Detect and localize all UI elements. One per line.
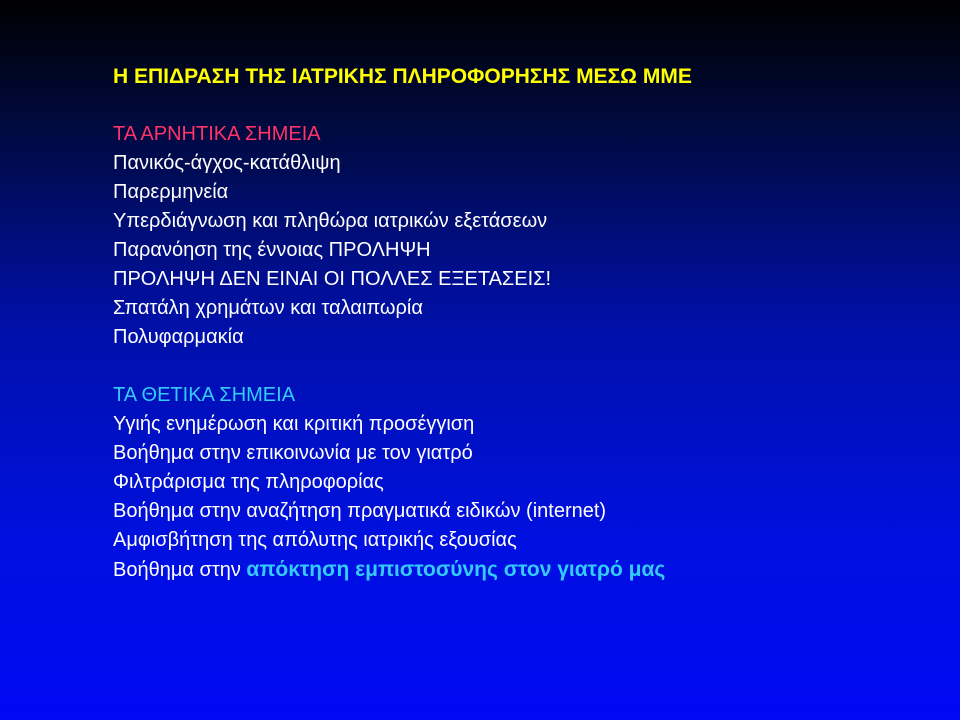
list-item-final: [113, 555, 933, 585]
list-item: Υγιής ενημέρωση και κριτική προσέγγιση: [113, 413, 475, 435]
negative-points-heading: ΤΑ ΑΡΝΗΤΙΚΑ ΣΗΜΕΙΑ: [113, 123, 321, 145]
slide-content: [113, 62, 933, 585]
list-item: Σπατάλη χρημάτων και ταλαιπωρία: [113, 297, 423, 319]
list-item: Πολυφαρμακία: [113, 326, 244, 348]
slide-title: Η ΕΠΙΔΡΑΣΗ ΤΗΣ ΙΑΤΡΙΚΗΣ ΠΛΗΡΟΦΟΡΗΣΗΣ ΜΕΣΩ ΜΜΕ: [113, 65, 692, 88]
list-item: ΠΡΟΛΗΨΗ ΔΕΝ ΕΙΝΑΙ ΟΙ ΠΟΛΛΕΣ ΕΞΕΤΑΣΕΙΣ!: [113, 268, 552, 290]
negative-points-list: [113, 149, 933, 352]
list-item: Πανικός-άγχος-κατάθλιψη: [113, 152, 341, 174]
final-item-prefix: Βοήθημα στην: [113, 559, 247, 581]
section-spacer: [113, 352, 933, 381]
list-item: Βοήθημα στην επικοινωνία με τον γιατρό: [113, 442, 473, 464]
positive-points-list: [113, 410, 933, 585]
final-item-emphasis: απόκτηση εμπιστοσύνης στον γιατρό μας: [246, 558, 666, 581]
list-item: Υπερδιάγνωση και πληθώρα ιατρικών εξετάσεων: [113, 210, 548, 232]
positive-points-heading: ΤΑ ΘΕΤΙΚΑ ΣΗΜΕΙΑ: [113, 384, 296, 406]
list-item: Βοήθημα στην αναζήτηση πραγματικά ειδικών (internet): [113, 500, 607, 522]
list-item: Αμφισβήτηση της απόλυτης ιατρικής εξουσίας: [113, 529, 517, 551]
list-item: Παρανόηση της έννοιας ΠΡΟΛΗΨΗ: [113, 239, 431, 261]
list-item: Παρερμηνεία: [113, 181, 229, 203]
list-item: Φιλτράρισμα της πληροφορίας: [113, 471, 384, 493]
